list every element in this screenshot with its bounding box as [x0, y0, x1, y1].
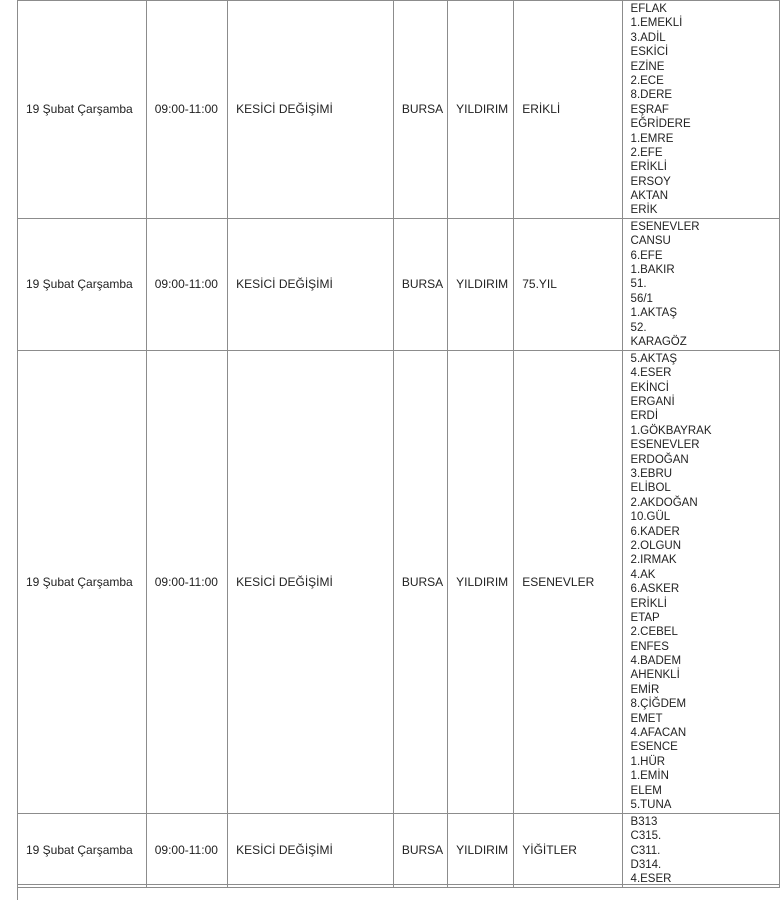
date-cell: 19 Şubat Çarşamba — [18, 218, 147, 350]
street-item: 5.TUNA — [630, 798, 672, 811]
street-item: ERİK — [630, 204, 658, 217]
street-item: ELEM — [630, 784, 662, 797]
neighborhood-cell: ESENEVLER — [514, 350, 622, 813]
street-item: ERİKLİ — [630, 597, 667, 610]
street-item: 4.BADEM — [630, 655, 682, 668]
street-item: AKTAN — [630, 190, 669, 203]
street-item: ESKİCİ — [630, 46, 669, 59]
street-item: EFLAK — [630, 3, 667, 15]
city-cell: BURSA — [393, 813, 447, 887]
streets-cell — [622, 350, 779, 813]
street-item: 1.EMİN — [630, 770, 669, 783]
streets-cell — [622, 813, 779, 887]
street-item: 52. — [630, 321, 647, 334]
street-item: 6.KADER — [630, 525, 680, 538]
street-item: ETAP — [630, 611, 660, 624]
table-left-border — [17, 884, 18, 900]
street-item: ERDOĞAN — [630, 453, 689, 466]
street-item: 3.EBRU — [630, 467, 673, 480]
street-item: 2.ECE — [630, 74, 664, 87]
street-item: ESENEVLER — [630, 220, 700, 233]
district-cell: YILDIRIM — [448, 1, 514, 219]
street-item: 2.OLGUN — [630, 539, 682, 552]
street-item: CANSU — [630, 235, 671, 248]
streets-cell — [622, 218, 779, 350]
street-item: 1.GÖKBAYRAK — [630, 424, 712, 437]
table-row — [18, 1, 780, 219]
street-item: 10.GÜL — [630, 511, 671, 524]
reason-cell: KESİCİ DEĞİŞİMİ — [228, 813, 394, 887]
table-row — [18, 350, 780, 813]
street-item: 6.ASKER — [630, 583, 680, 596]
city-cell: BURSA — [393, 1, 447, 219]
street-item: 4.ESER — [630, 873, 672, 886]
street-item: ESENEVLER — [630, 439, 700, 452]
neighborhood-cell: YİĞİTLER — [514, 813, 622, 887]
city-cell: BURSA — [393, 350, 447, 813]
reason-cell: KESİCİ DEĞİŞİMİ — [228, 1, 394, 219]
street-item: ESENCE — [630, 741, 678, 754]
street-item: 56/1 — [630, 292, 653, 305]
street-item: D314. — [630, 859, 662, 872]
street-item: 3.ADİL — [630, 31, 666, 44]
street-item: 6.EFE — [630, 249, 663, 262]
street-item: 1.AKTAŞ — [630, 307, 677, 320]
city-cell: BURSA — [393, 218, 447, 350]
street-item: KARAGÖZ — [630, 335, 687, 348]
street-item: EZİNE — [630, 60, 665, 73]
street-item: EŞRAF — [630, 103, 669, 116]
table-row — [18, 218, 780, 350]
street-item: 8.DERE — [630, 89, 673, 102]
street-item: ERDİ — [630, 410, 659, 423]
table-bottom-border — [17, 884, 780, 885]
street-item: 8.ÇİĞDEM — [630, 698, 687, 711]
street-item: 4.AFACAN — [630, 727, 687, 740]
street-item: 4.AK — [630, 568, 656, 581]
time-cell: 09:00-11:00 — [146, 218, 227, 350]
street-item: EKİNCİ — [630, 381, 669, 394]
street-item: 1.HÜR — [630, 755, 666, 768]
street-item: AHENKLİ — [630, 669, 680, 682]
street-item: 1.EMRE — [630, 132, 674, 145]
neighborhood-cell: ERİKLİ — [514, 1, 622, 219]
outage-table — [17, 0, 780, 888]
street-item: 1.EMEKLİ — [630, 17, 683, 30]
reason-cell: KESİCİ DEĞİŞİMİ — [228, 350, 394, 813]
street-item: 5.AKTAŞ — [630, 352, 677, 365]
street-item: ENFES — [630, 640, 669, 653]
neighborhood-cell: 75.YIL — [514, 218, 622, 350]
street-item: EĞRİDERE — [630, 118, 691, 131]
street-item: 2.IRMAK — [630, 554, 677, 567]
time-cell: 09:00-11:00 — [146, 813, 227, 887]
street-item: 4.ESER — [630, 367, 672, 380]
district-cell: YILDIRIM — [448, 350, 514, 813]
date-cell: 19 Şubat Çarşamba — [18, 350, 147, 813]
date-cell: 19 Şubat Çarşamba — [18, 1, 147, 219]
street-item: 51. — [630, 278, 647, 291]
street-item: EMET — [630, 712, 663, 725]
reason-cell: KESİCİ DEĞİŞİMİ — [228, 218, 394, 350]
street-item: 2.AKDOĞAN — [630, 496, 698, 509]
streets-cell — [622, 1, 779, 219]
date-cell: 19 Şubat Çarşamba — [18, 813, 147, 887]
street-item: ERGANİ — [630, 396, 675, 409]
time-cell: 09:00-11:00 — [146, 1, 227, 219]
street-item: C315. — [630, 830, 662, 843]
street-item: ERİKLİ — [630, 161, 667, 174]
street-item: EMİR — [630, 683, 660, 696]
street-item: 2.EFE — [630, 146, 663, 159]
time-cell: 09:00-11:00 — [146, 350, 227, 813]
street-item: B313 — [630, 815, 658, 828]
district-cell: YILDIRIM — [448, 813, 514, 887]
district-cell: YILDIRIM — [448, 218, 514, 350]
street-item: 2.CEBEL — [630, 626, 678, 639]
table-row — [18, 813, 780, 887]
street-item: C311. — [630, 844, 661, 857]
street-item: ERSOY — [630, 175, 671, 188]
street-item: ELİBOL — [630, 482, 671, 495]
street-item: 1.BAKIR — [630, 264, 675, 277]
